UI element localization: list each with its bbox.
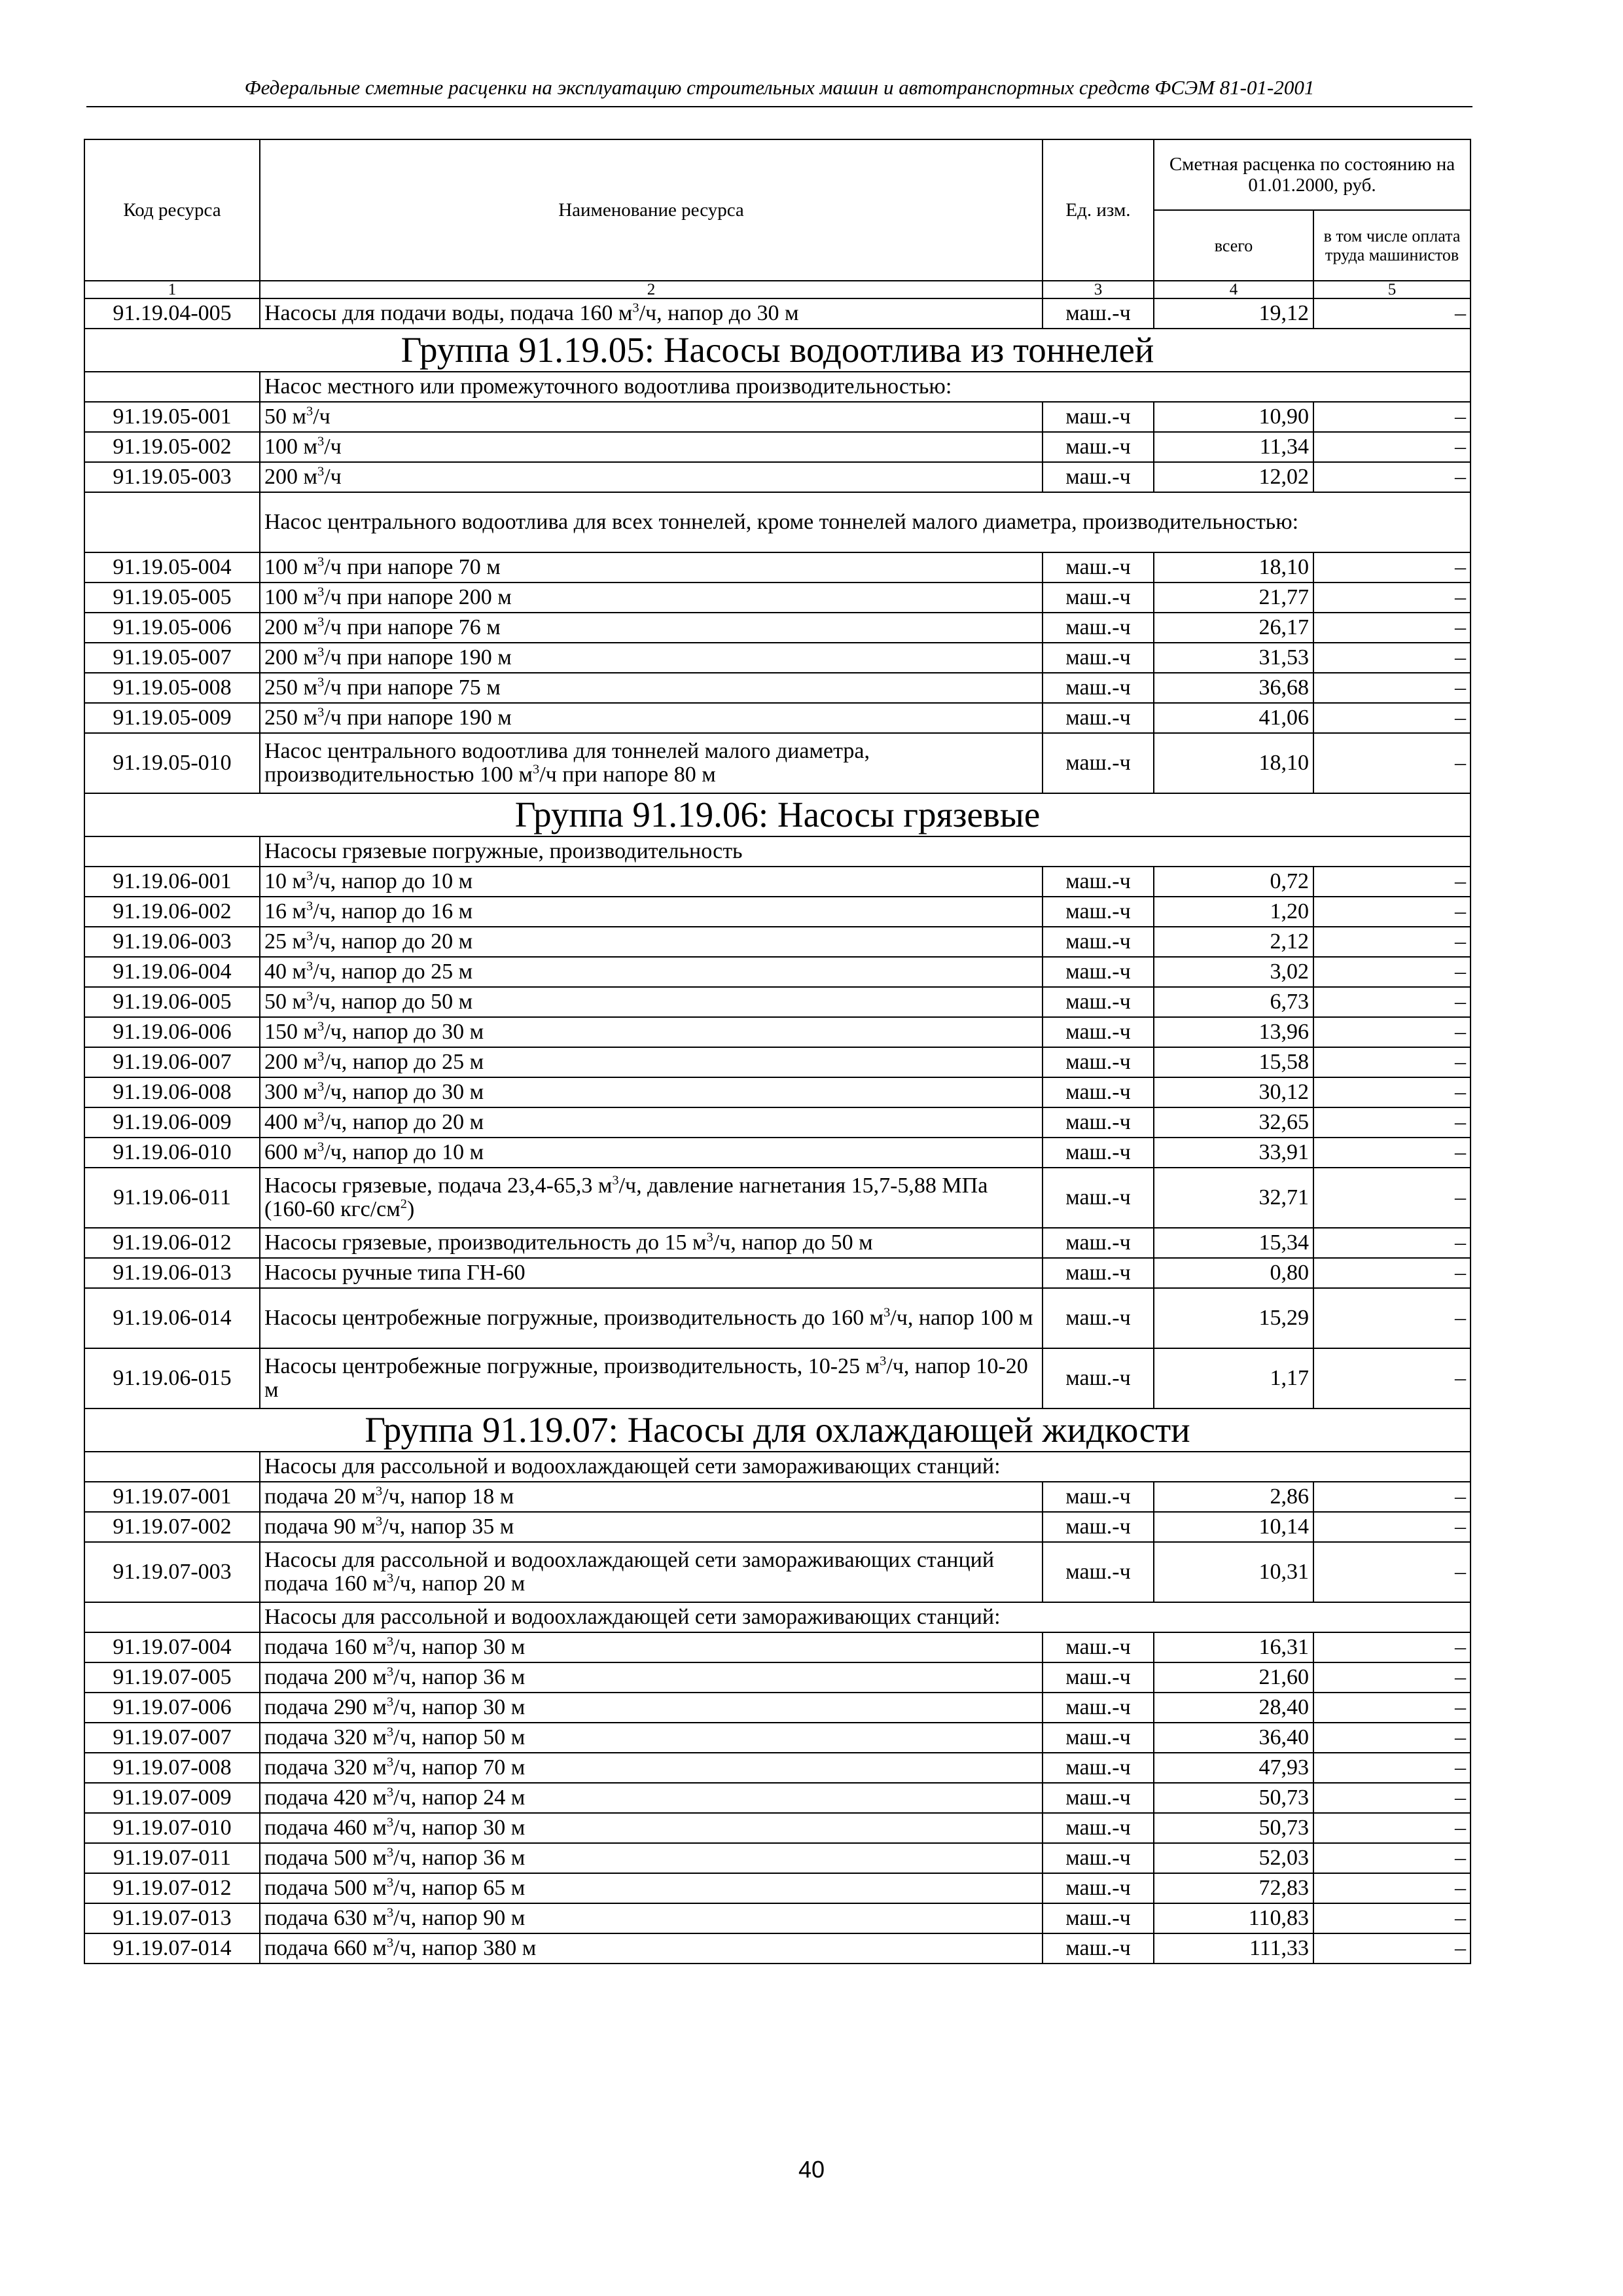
price-labor: – — [1313, 1288, 1471, 1348]
price-total: 1,20 — [1154, 897, 1313, 927]
table-row — [84, 1783, 1471, 1813]
resource-price-table — [84, 139, 1471, 1964]
resource-name: подача 320 $м^3/ч$, напор 50 м — [260, 1723, 1043, 1753]
resource-code: 91.19.07-002 — [84, 1512, 260, 1542]
unit-of-measure: маш.-ч — [1043, 1288, 1154, 1348]
unit-of-measure: маш.-ч — [1043, 897, 1154, 927]
subheading-row — [84, 492, 1471, 552]
price-total: 21,60 — [1154, 1662, 1313, 1693]
resource-code: 91.19.07-012 — [84, 1873, 260, 1903]
table-row — [84, 703, 1471, 733]
price-total: 110,83 — [1154, 1903, 1313, 1933]
resource-name: подача 290 $м^3/ч$, напор 30 м — [260, 1693, 1043, 1723]
resource-name: Насосы грязевые, производительность до 15 $м^3/ч$, напор до 50 м — [260, 1228, 1043, 1258]
price-labor: – — [1313, 1933, 1471, 1964]
unit-of-measure: маш.-ч — [1043, 1228, 1154, 1258]
col-header-price: Сметная расценка по состоянию на 01.01.2000, руб. — [1154, 139, 1471, 210]
subheading-text: Насос центрального водоотлива для всех тоннелей, кроме тоннелей малого диаметра, производительностью: — [260, 492, 1471, 552]
resource-name: 25 $м^3/ч$, напор до 20 м — [260, 927, 1043, 957]
resource-name: Насосы грязевые, подача 23,4-65,3 $м^3/ч$, давление нагнетания 15,7-5,88 МПа (160-60 кгс/$см^2$) — [260, 1168, 1043, 1228]
price-total: 31,53 — [1154, 643, 1313, 673]
unit-of-measure: маш.-ч — [1043, 462, 1154, 492]
table-row — [84, 1138, 1471, 1168]
price-labor: – — [1313, 1843, 1471, 1873]
price-labor: – — [1313, 987, 1471, 1017]
price-labor: – — [1313, 1228, 1471, 1258]
unit-of-measure: маш.-ч — [1043, 1903, 1154, 1933]
price-total: 12,02 — [1154, 462, 1313, 492]
subheading-row — [84, 372, 1471, 402]
price-total: 41,06 — [1154, 703, 1313, 733]
price-total: 0,80 — [1154, 1258, 1313, 1288]
price-total: 36,68 — [1154, 673, 1313, 703]
price-total: 111,33 — [1154, 1933, 1313, 1964]
resource-code: 91.19.05-008 — [84, 673, 260, 703]
subheading-text: Насосы для рассольной и водоохлаждающей сети замораживающих станций: — [260, 1452, 1471, 1482]
table-row — [84, 673, 1471, 703]
price-labor: – — [1313, 1482, 1471, 1512]
price-labor: – — [1313, 613, 1471, 643]
resource-name: 16 $м^3/ч$, напор до 16 м — [260, 897, 1043, 927]
unit-of-measure: маш.-ч — [1043, 1107, 1154, 1138]
subheading-text: Насос местного или промежуточного водоотлива производительностью: — [260, 372, 1471, 402]
col-header-code: Код ресурса — [84, 139, 260, 281]
price-labor: – — [1313, 1017, 1471, 1047]
unit-of-measure: маш.-ч — [1043, 1843, 1154, 1873]
price-total: 1,17 — [1154, 1348, 1313, 1408]
resource-code: 91.19.06-010 — [84, 1138, 260, 1168]
unit-of-measure: маш.-ч — [1043, 1348, 1154, 1408]
subheading-code-cell — [84, 836, 260, 867]
unit-of-measure: маш.-ч — [1043, 1168, 1154, 1228]
table-row — [84, 1542, 1471, 1602]
resource-code: 91.19.05-004 — [84, 552, 260, 583]
table-row — [84, 1047, 1471, 1077]
table-row — [84, 1017, 1471, 1047]
price-total: 3,02 — [1154, 957, 1313, 987]
resource-name: подача 320 $м^3/ч$, напор 70 м — [260, 1753, 1043, 1783]
resource-code: 91.19.07-006 — [84, 1693, 260, 1723]
price-labor: – — [1313, 733, 1471, 793]
price-labor: – — [1313, 1783, 1471, 1813]
price-total: 15,29 — [1154, 1288, 1313, 1348]
price-total: 6,73 — [1154, 987, 1313, 1017]
resource-code: 91.19.07-014 — [84, 1933, 260, 1964]
table-row — [84, 552, 1471, 583]
table-row — [84, 462, 1471, 492]
resource-name: подача 160 $м^3/ч$, напор 30 м — [260, 1632, 1043, 1662]
table-row — [84, 1077, 1471, 1107]
resource-code: 91.19.06-001 — [84, 867, 260, 897]
price-labor: – — [1313, 673, 1471, 703]
price-total: 50,73 — [1154, 1813, 1313, 1843]
column-number: 2 — [260, 281, 1043, 298]
table-row — [84, 643, 1471, 673]
price-labor: – — [1313, 867, 1471, 897]
unit-of-measure: маш.-ч — [1043, 552, 1154, 583]
group-title: Группа 91.19.06: Насосы грязевые — [84, 793, 1471, 836]
unit-of-measure: маш.-ч — [1043, 927, 1154, 957]
column-number: 4 — [1154, 281, 1313, 298]
table-body — [84, 298, 1471, 1964]
unit-of-measure: маш.-ч — [1043, 1873, 1154, 1903]
unit-of-measure: маш.-ч — [1043, 613, 1154, 643]
resource-name: подача 460 $м^3/ч$, напор 30 м — [260, 1813, 1043, 1843]
table-row — [84, 927, 1471, 957]
col-header-total: всего — [1154, 210, 1313, 281]
price-total: 52,03 — [1154, 1843, 1313, 1873]
column-number: 3 — [1043, 281, 1154, 298]
table-row — [84, 1512, 1471, 1542]
price-total: 18,10 — [1154, 552, 1313, 583]
resource-name: 250 $м^3/ч$ при напоре 190 м — [260, 703, 1043, 733]
price-labor: – — [1313, 1903, 1471, 1933]
resource-code: 91.19.06-006 — [84, 1017, 260, 1047]
resource-code: 91.19.07-001 — [84, 1482, 260, 1512]
table-row — [84, 1873, 1471, 1903]
price-total: 2,86 — [1154, 1482, 1313, 1512]
subheading-code-cell — [84, 1602, 260, 1632]
price-total: 2,12 — [1154, 927, 1313, 957]
unit-of-measure: маш.-ч — [1043, 1542, 1154, 1602]
price-total: 33,91 — [1154, 1138, 1313, 1168]
price-total: 32,71 — [1154, 1168, 1313, 1228]
unit-of-measure: маш.-ч — [1043, 1693, 1154, 1723]
resource-code: 91.19.06-014 — [84, 1288, 260, 1348]
resource-name: 200 $м^3/ч$ — [260, 462, 1043, 492]
resource-name: 200 $м^3/ч$ при напоре 190 м — [260, 643, 1043, 673]
subheading-row — [84, 1452, 1471, 1482]
price-total: 28,40 — [1154, 1693, 1313, 1723]
resource-code: 91.19.06-009 — [84, 1107, 260, 1138]
price-labor: – — [1313, 1753, 1471, 1783]
price-labor: – — [1313, 927, 1471, 957]
group-title: Группа 91.19.05: Насосы водоотлива из тоннелей — [84, 329, 1471, 372]
resource-code: 91.19.05-002 — [84, 432, 260, 462]
price-labor: – — [1313, 1813, 1471, 1843]
table-row — [84, 1168, 1471, 1228]
resource-code: 91.19.07-005 — [84, 1662, 260, 1693]
unit-of-measure: маш.-ч — [1043, 733, 1154, 793]
resource-name: 50 $м^3/ч$ — [260, 402, 1043, 432]
table-row — [84, 957, 1471, 987]
table-row — [84, 1228, 1471, 1258]
price-total: 15,34 — [1154, 1228, 1313, 1258]
resource-name: 10 $м^3/ч$, напор до 10 м — [260, 867, 1043, 897]
resource-code: 91.19.05-003 — [84, 462, 260, 492]
unit-of-measure: маш.-ч — [1043, 1512, 1154, 1542]
resource-code: 91.19.05-005 — [84, 583, 260, 613]
resource-name: 600 $м^3/ч$, напор до 10 м — [260, 1138, 1043, 1168]
resource-code: 91.19.06-004 — [84, 957, 260, 987]
resource-code: 91.19.06-008 — [84, 1077, 260, 1107]
table-row — [84, 1662, 1471, 1693]
unit-of-measure: маш.-ч — [1043, 1482, 1154, 1512]
price-total: 47,93 — [1154, 1753, 1313, 1783]
price-total: 50,73 — [1154, 1783, 1313, 1813]
column-number-row — [84, 281, 1471, 298]
resource-code: 91.19.07-009 — [84, 1783, 260, 1813]
table-row — [84, 1723, 1471, 1753]
table-row — [84, 1348, 1471, 1408]
price-total: 18,10 — [1154, 733, 1313, 793]
unit-of-measure: маш.-ч — [1043, 1077, 1154, 1107]
page-number: 40 — [798, 2156, 825, 2183]
unit-of-measure: маш.-ч — [1043, 1258, 1154, 1288]
price-total: 32,65 — [1154, 1107, 1313, 1138]
price-total: 0,72 — [1154, 867, 1313, 897]
price-labor: – — [1313, 1632, 1471, 1662]
resource-name: подача 20 $м^3/ч$, напор 18 м — [260, 1482, 1043, 1512]
subheading-code-cell — [84, 372, 260, 402]
table-row — [84, 987, 1471, 1017]
resource-name: подача 660 $м^3/ч$, напор 380 м — [260, 1933, 1043, 1964]
unit-of-measure: маш.-ч — [1043, 1632, 1154, 1662]
group-heading-row — [84, 1408, 1471, 1452]
price-total: 19,12 — [1154, 298, 1313, 329]
table-row — [84, 1632, 1471, 1662]
table-row — [84, 867, 1471, 897]
price-total: 16,31 — [1154, 1632, 1313, 1662]
table-row — [84, 432, 1471, 462]
running-header: Федеральные сметные расценки на эксплуатацию строительных машин и автотранспортных средств ФСЭМ 81-01-2001 — [86, 75, 1472, 107]
unit-of-measure: маш.-ч — [1043, 1783, 1154, 1813]
resource-name: подача 90 $м^3/ч$, напор 35 м — [260, 1512, 1043, 1542]
unit-of-measure: маш.-ч — [1043, 643, 1154, 673]
resource-name: 100 $м^3/ч$ — [260, 432, 1043, 462]
price-labor: – — [1313, 462, 1471, 492]
unit-of-measure: маш.-ч — [1043, 867, 1154, 897]
price-total: 21,77 — [1154, 583, 1313, 613]
price-labor: – — [1313, 298, 1471, 329]
resource-name: подача 630 $м^3/ч$, напор 90 м — [260, 1903, 1043, 1933]
col-header-unit: Ед. изм. — [1043, 139, 1154, 281]
resource-name: 200 $м^3/ч$ при напоре 76 м — [260, 613, 1043, 643]
unit-of-measure: маш.-ч — [1043, 1017, 1154, 1047]
table-row — [84, 1813, 1471, 1843]
table-row — [84, 1107, 1471, 1138]
resource-code: 91.19.05-009 — [84, 703, 260, 733]
resource-code: 91.19.07-010 — [84, 1813, 260, 1843]
table-row — [84, 1693, 1471, 1723]
price-total: 13,96 — [1154, 1017, 1313, 1047]
price-labor: – — [1313, 703, 1471, 733]
table-header — [84, 139, 1471, 298]
price-total: 10,90 — [1154, 402, 1313, 432]
resource-name: подача 500 $м^3/ч$, напор 36 м — [260, 1843, 1043, 1873]
price-labor: – — [1313, 1077, 1471, 1107]
table-row — [84, 897, 1471, 927]
price-total: 30,12 — [1154, 1077, 1313, 1107]
resource-name: 250 $м^3/ч$ при напоре 75 м — [260, 673, 1043, 703]
resource-code: 91.19.06-015 — [84, 1348, 260, 1408]
price-labor: – — [1313, 1168, 1471, 1228]
price-labor: – — [1313, 1873, 1471, 1903]
price-total: 10,14 — [1154, 1512, 1313, 1542]
price-total: 36,40 — [1154, 1723, 1313, 1753]
table-row — [84, 1258, 1471, 1288]
resource-name: 400 $м^3/ч$, напор до 20 м — [260, 1107, 1043, 1138]
resource-name: Насосы для рассольной и водоохлаждающей сети замораживающих станций подача 160 $м^3/ч$, напор 20 м — [260, 1542, 1043, 1602]
subheading-code-cell — [84, 1452, 260, 1482]
resource-name: Насосы центробежные погружные, производительность, 10-25 $м^3/ч$, напор 10-20 м — [260, 1348, 1043, 1408]
price-labor: – — [1313, 1542, 1471, 1602]
resource-name: 50 $м^3/ч$, напор до 50 м — [260, 987, 1043, 1017]
resource-name: Насосы центробежные погружные, производительность до 160 $м^3/ч$, напор 100 м — [260, 1288, 1043, 1348]
subheading-text: Насосы грязевые погружные, производительность — [260, 836, 1471, 867]
price-labor: – — [1313, 1047, 1471, 1077]
group-title: Группа 91.19.07: Насосы для охлаждающей жидкости — [84, 1408, 1471, 1452]
table-row — [84, 1753, 1471, 1783]
price-labor: – — [1313, 432, 1471, 462]
resource-name: 100 $м^3/ч$ при напоре 70 м — [260, 552, 1043, 583]
unit-of-measure: маш.-ч — [1043, 298, 1154, 329]
unit-of-measure: маш.-ч — [1043, 1138, 1154, 1168]
resource-name: 150 $м^3/ч$, напор до 30 м — [260, 1017, 1043, 1047]
table-row — [84, 733, 1471, 793]
resource-name: Насосы для подачи воды, подача 160 $м^3/ч$, напор до 30 м — [260, 298, 1043, 329]
resource-name: 40 $м^3/ч$, напор до 25 м — [260, 957, 1043, 987]
group-heading-row — [84, 793, 1471, 836]
subheading-row — [84, 1602, 1471, 1632]
resource-code: 91.19.06-002 — [84, 897, 260, 927]
resource-name: 100 $м^3/ч$ при напоре 200 м — [260, 583, 1043, 613]
subheading-row — [84, 836, 1471, 867]
column-number: 1 — [84, 281, 260, 298]
table-row — [84, 298, 1471, 329]
price-labor: – — [1313, 402, 1471, 432]
resource-code: 91.19.07-007 — [84, 1723, 260, 1753]
unit-of-measure: маш.-ч — [1043, 1813, 1154, 1843]
resource-code: 91.19.07-003 — [84, 1542, 260, 1602]
resource-code: 91.19.07-013 — [84, 1903, 260, 1933]
col-header-labor: в том числе оплата труда машинистов — [1313, 210, 1471, 281]
table-row — [84, 583, 1471, 613]
resource-code: 91.19.06-013 — [84, 1258, 260, 1288]
resource-code: 91.19.04-005 — [84, 298, 260, 329]
unit-of-measure: маш.-ч — [1043, 673, 1154, 703]
price-labor: – — [1313, 643, 1471, 673]
unit-of-measure: маш.-ч — [1043, 1933, 1154, 1964]
unit-of-measure: маш.-ч — [1043, 583, 1154, 613]
price-labor: – — [1313, 552, 1471, 583]
resource-code: 91.19.07-011 — [84, 1843, 260, 1873]
price-labor: – — [1313, 1138, 1471, 1168]
price-labor: – — [1313, 897, 1471, 927]
resource-code: 91.19.05-010 — [84, 733, 260, 793]
price-labor: – — [1313, 1693, 1471, 1723]
resource-code: 91.19.05-007 — [84, 643, 260, 673]
price-labor: – — [1313, 1512, 1471, 1542]
unit-of-measure: маш.-ч — [1043, 402, 1154, 432]
resource-name: 200 $м^3/ч$, напор до 25 м — [260, 1047, 1043, 1077]
price-labor: – — [1313, 583, 1471, 613]
price-labor: – — [1313, 1107, 1471, 1138]
resource-name: 300 $м^3/ч$, напор до 30 м — [260, 1077, 1043, 1107]
col-header-name: Наименование ресурса — [260, 139, 1043, 281]
table-row — [84, 1288, 1471, 1348]
table-row — [84, 1482, 1471, 1512]
resource-name: подача 420 $м^3/ч$, напор 24 м — [260, 1783, 1043, 1813]
unit-of-measure: маш.-ч — [1043, 432, 1154, 462]
unit-of-measure: маш.-ч — [1043, 1723, 1154, 1753]
price-total: 10,31 — [1154, 1542, 1313, 1602]
unit-of-measure: маш.-ч — [1043, 987, 1154, 1017]
subheading-code-cell — [84, 492, 260, 552]
table-row — [84, 613, 1471, 643]
resource-code: 91.19.06-012 — [84, 1228, 260, 1258]
price-labor: – — [1313, 1258, 1471, 1288]
price-total: 26,17 — [1154, 613, 1313, 643]
price-labor: – — [1313, 1662, 1471, 1693]
resource-code: 91.19.07-008 — [84, 1753, 260, 1783]
price-labor: – — [1313, 1723, 1471, 1753]
price-total: 15,58 — [1154, 1047, 1313, 1077]
resource-name: подача 200 $м^3/ч$, напор 36 м — [260, 1662, 1043, 1693]
table-row — [84, 402, 1471, 432]
column-number: 5 — [1313, 281, 1471, 298]
subheading-text: Насосы для рассольной и водоохлаждающей сети замораживающих станций: — [260, 1602, 1471, 1632]
table-row — [84, 1903, 1471, 1933]
price-total: 72,83 — [1154, 1873, 1313, 1903]
resource-name: Насос центрального водоотлива для тоннелей малого диаметра, производительностью 100 $м^3/ч$ при напоре 80 м — [260, 733, 1043, 793]
price-labor: – — [1313, 957, 1471, 987]
price-total: 11,34 — [1154, 432, 1313, 462]
group-heading-row — [84, 329, 1471, 372]
resource-name: подача 500 $м^3/ч$, напор 65 м — [260, 1873, 1043, 1903]
resource-code: 91.19.05-001 — [84, 402, 260, 432]
resource-code: 91.19.06-003 — [84, 927, 260, 957]
table-row — [84, 1843, 1471, 1873]
table-row — [84, 1933, 1471, 1964]
unit-of-measure: маш.-ч — [1043, 957, 1154, 987]
resource-code: 91.19.06-011 — [84, 1168, 260, 1228]
resource-code: 91.19.06-005 — [84, 987, 260, 1017]
unit-of-measure: маш.-ч — [1043, 703, 1154, 733]
unit-of-measure: маш.-ч — [1043, 1047, 1154, 1077]
resource-code: 91.19.07-004 — [84, 1632, 260, 1662]
unit-of-measure: маш.-ч — [1043, 1753, 1154, 1783]
price-labor: – — [1313, 1348, 1471, 1408]
unit-of-measure: маш.-ч — [1043, 1662, 1154, 1693]
resource-code: 91.19.05-006 — [84, 613, 260, 643]
resource-name: Насосы ручные типа ГН-60 — [260, 1258, 1043, 1288]
resource-code: 91.19.06-007 — [84, 1047, 260, 1077]
